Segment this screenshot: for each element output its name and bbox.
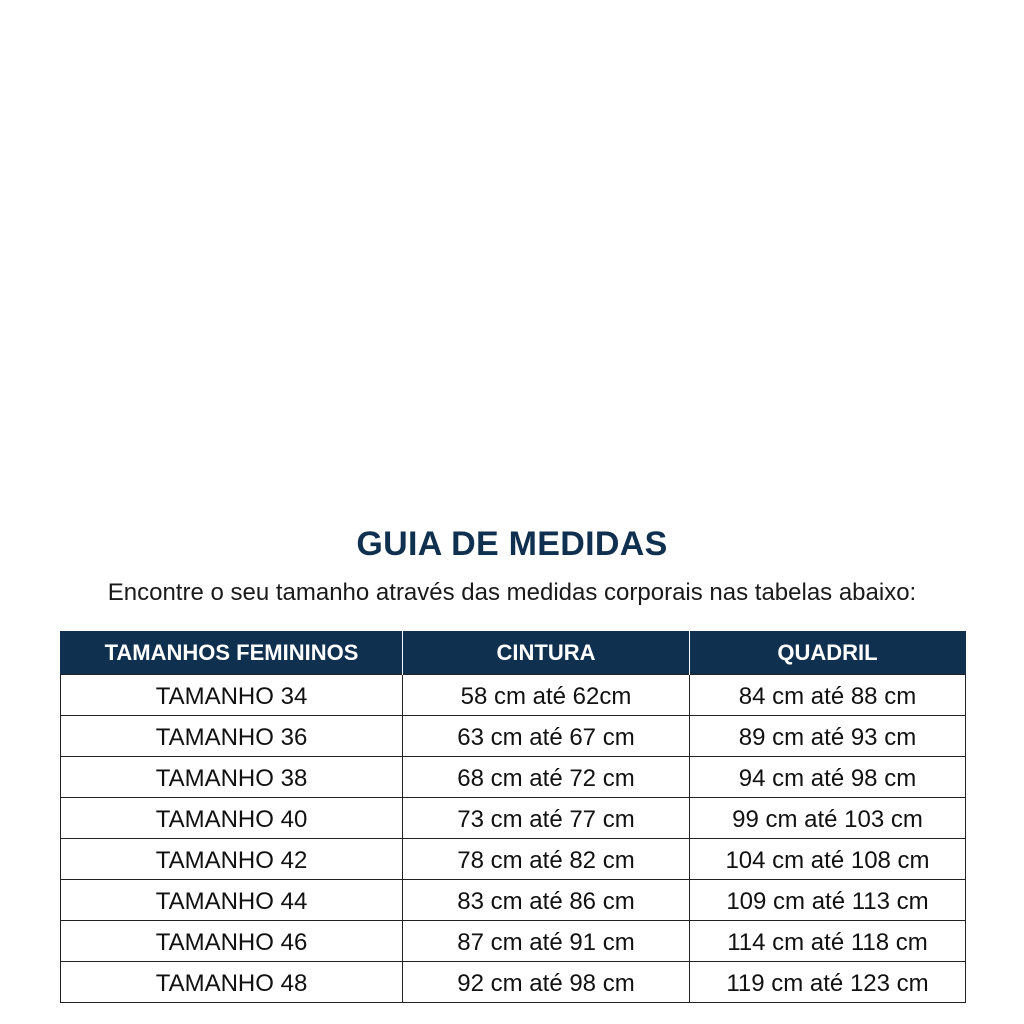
- hip-cell: 89 cm até 93 cm: [690, 716, 966, 757]
- table-row: [61, 962, 966, 1003]
- size-cell: TAMANHO 48: [61, 962, 403, 1003]
- waist-cell: 92 cm até 98 cm: [403, 962, 690, 1003]
- header-size: TAMANHOS FEMININOS: [61, 632, 403, 675]
- hip-cell: 84 cm até 88 cm: [690, 675, 966, 716]
- size-cell: TAMANHO 46: [61, 921, 403, 962]
- table-row: [61, 798, 966, 839]
- page-title: GUIA DE MEDIDAS: [356, 525, 668, 563]
- size-cell: TAMANHO 40: [61, 798, 403, 839]
- hip-cell: 99 cm até 103 cm: [690, 798, 966, 839]
- hip-cell: 109 cm até 113 cm: [690, 880, 966, 921]
- table-header-row: [61, 632, 966, 675]
- hip-cell: 114 cm até 118 cm: [690, 921, 966, 962]
- waist-cell: 63 cm até 67 cm: [403, 716, 690, 757]
- table-row: [61, 675, 966, 716]
- table-row: [61, 716, 966, 757]
- table-row: [61, 757, 966, 798]
- header-waist: CINTURA: [403, 632, 690, 675]
- size-cell: TAMANHO 34: [61, 675, 403, 716]
- hip-cell: 104 cm até 108 cm: [690, 839, 966, 880]
- hip-cell: 119 cm até 123 cm: [690, 962, 966, 1003]
- waist-cell: 68 cm até 72 cm: [403, 757, 690, 798]
- waist-cell: 83 cm até 86 cm: [403, 880, 690, 921]
- size-cell: TAMANHO 44: [61, 880, 403, 921]
- size-cell: TAMANHO 38: [61, 757, 403, 798]
- waist-cell: 87 cm até 91 cm: [403, 921, 690, 962]
- table-row: [61, 839, 966, 880]
- size-cell: TAMANHO 42: [61, 839, 403, 880]
- table-row: [61, 880, 966, 921]
- waist-cell: 58 cm até 62cm: [403, 675, 690, 716]
- table-row: [61, 921, 966, 962]
- waist-cell: 78 cm até 82 cm: [403, 839, 690, 880]
- waist-cell: 73 cm até 77 cm: [403, 798, 690, 839]
- size-table: [60, 631, 966, 1003]
- size-cell: TAMANHO 36: [61, 716, 403, 757]
- hip-cell: 94 cm até 98 cm: [690, 757, 966, 798]
- page-subtitle: Encontre o seu tamanho através das medidas corporais nas tabelas abaixo:: [107, 579, 917, 606]
- header-hip: QUADRIL: [690, 632, 966, 675]
